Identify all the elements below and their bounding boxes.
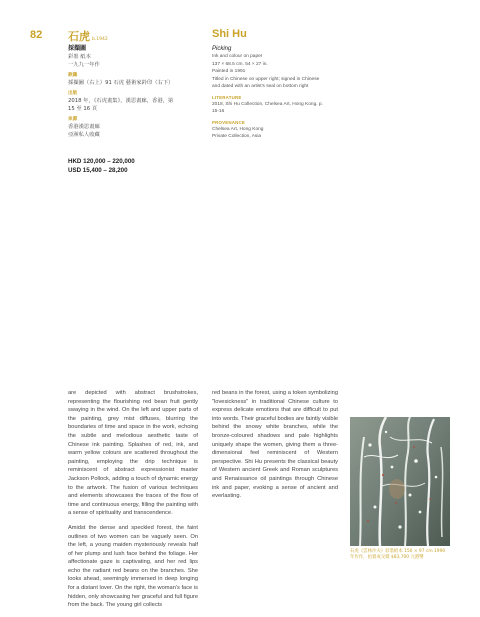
artist-dates: b.1942 [92, 37, 108, 42]
estimate-usd: USD 15,400 – 28,200 [68, 167, 128, 174]
zh-literature-line: 15 至 16 頁 [68, 106, 98, 112]
estimate-hkd: HKD 120,000 – 220,000 [68, 158, 135, 165]
lot-number: 82 [30, 29, 43, 41]
zh-details [68, 45, 206, 139]
en-provenance-heading: PROVENANCE [212, 119, 245, 125]
essay-column-middle: red beans in the forest, using a token symbolizing "lovesickness" in traditional Chinese culture to express delicate emotions that are difficult to put into words. Their graceful bodies are faintly visible behind the snowy white branches, while the bronze-coloured shadows and pale highlights uniquely shape the women, giving them a three-dimensional feel reminiscent of Western perspective. Shi Hu presents the classical beauty of Western ancient Greek and Roman sculptures and Renaissance oil paintings through Chinese ink and paper, evoking a sense of ancient and everlasting. [212, 390, 338, 500]
en-title: Picking [212, 46, 232, 52]
en-literature-heading: LITERATURE [212, 94, 242, 100]
en-provenance-line: Chelsea Art, Hong Kong [212, 126, 264, 132]
estimate [68, 157, 135, 175]
en-details [212, 45, 382, 141]
essay-column-left [68, 389, 198, 616]
zh-literature-heading: 出版 [68, 91, 78, 96]
en-detail-line: 137 × 68.5 cm. 54 × 27 in. [212, 61, 268, 67]
essay-paragraph: are depicted with abstract brushstrokes, representing the flourishing red bean fruit gently swaying in the wind. On the left and upper parts of the painting, grey mist diffuses, blurring the boundaries of time and space in the work, echoing the subtle and melodious aesthetic taste of Chinese ink painting. Splashes of red, ink, and warm yellow colours are scattered throughout the painting, employing the drip technique is reminiscent of abstract expressionist master Jackson Pollock, adding a touch of dynamic energy to the artwork. The fusion of various techniques and elements showcases the traces of the flow of time and continuous energy, filling the painting with a sense of spirituality and transcendence. [68, 390, 198, 517]
zh-title: 採擷圖 [68, 45, 87, 52]
painting-caption: 石虎《雲林沙夫》彩墨紙本 150 × 97 cm 1990 年作作，拍賣成交價 $83,700 元港幣 [350, 549, 446, 561]
en-literature-line: 15-16 [212, 109, 225, 114]
zh-inscription-heading: 款識 [68, 73, 78, 78]
zh-inscription-line: 採擷圖（右上）91 石虎 藝術家鈐印（右下） [68, 80, 174, 86]
artist-name-zh [68, 28, 108, 44]
comparison-painting [350, 417, 450, 546]
zh-provenance-heading: 來源 [68, 117, 78, 122]
en-detail-line: Ink and colour on paper [212, 54, 263, 59]
en-provenance-line: Private Collection, Asia [212, 134, 262, 139]
essay-paragraph: Amidst the dense and speckled forest, the faint outlines of two women can be vaguely seen. On the left, a young maiden mysteriously reveals half of her plump and lush face behind the foliage. Her affectionate gaze is captivating, and her red lips echo the radiant red beans on the branches. She looks ahead, seemingly immersed in deep longing for a distant lover. On the right, the woman's face is hidden, only showcasing her graceful and full figure from the back. The young girl collects [68, 524, 198, 609]
artist-name-en: Shi Hu [212, 28, 247, 40]
artist-name-zh-text: 石虎 [68, 30, 90, 43]
en-detail-line: and dated with an artist's seal on bottom right [212, 84, 309, 89]
zh-provenance-line: 亞洲私人收藏 [68, 132, 100, 138]
zh-provenance-line: 香港漢思畫廊 [68, 124, 100, 130]
en-literature-line: 2018, Shi Hu Collection, Chelsea Art, Hong Kong, p. [212, 101, 323, 107]
en-detail-line: Painted in 1991 [212, 69, 246, 74]
zh-date: 一九九一年作 [68, 62, 100, 68]
zh-medium: 彩墨 紙本 [68, 54, 91, 60]
zh-literature-line: 2018 年，《石虎畫集》，漢思畫廊，香港，第 [68, 98, 174, 104]
en-detail-line: Titled in Chinese on upper right; signed in Chinese [212, 76, 320, 82]
